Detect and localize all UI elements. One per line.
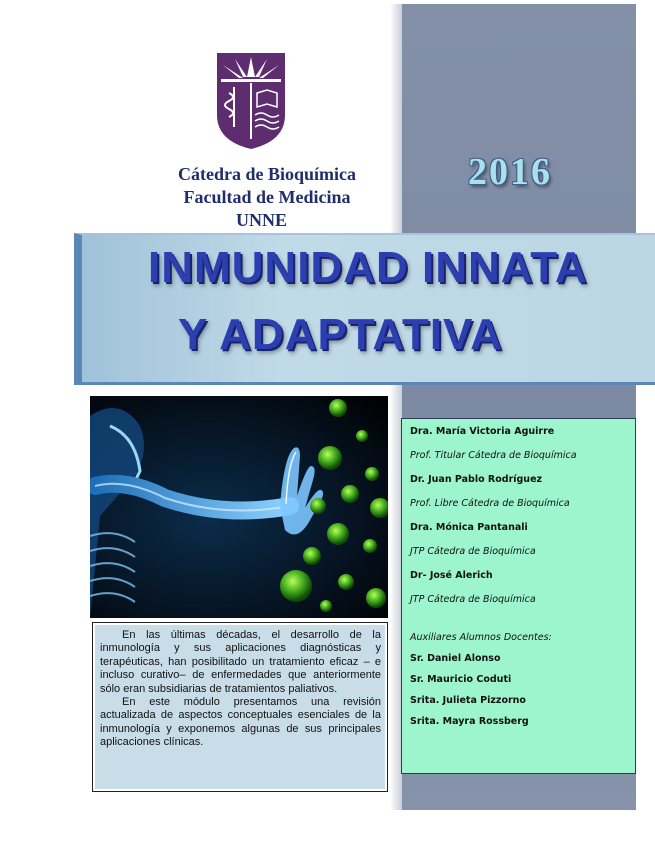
staff-role: JTP Cátedra de Bioquímica bbox=[410, 594, 536, 605]
spacer bbox=[410, 617, 627, 631]
staff-role: JTP Cátedra de Bioquímica bbox=[410, 546, 536, 557]
institution-block bbox=[150, 163, 384, 232]
summary-paragraph-2: En este módulo presentamos una revisión actualizada de aspectos conceptuales esenciales de la inmunología y exponemos algunas de sus principales aplicaciones clínicas. bbox=[100, 696, 381, 749]
auxiliar-name: Sr. Mauricio Coduti bbox=[410, 674, 512, 685]
auxiliar-name: Srita. Julieta Pizzorno bbox=[410, 695, 526, 706]
university-crest-logo bbox=[217, 53, 285, 149]
auxiliares-title: Auxiliares Alumnos Docentes: bbox=[410, 632, 552, 643]
staff-name: Dr- José Alerich bbox=[410, 570, 493, 581]
staff-name: Dr. Juan Pablo Rodríguez bbox=[410, 474, 543, 485]
staff-role: Prof. Libre Cátedra de Bioquímica bbox=[410, 498, 570, 509]
immune-defense-illustration bbox=[90, 396, 388, 618]
staff-box bbox=[401, 418, 636, 774]
title-line-1: INMUNIDAD INNATA bbox=[148, 243, 588, 292]
staff-name: Dra. María Victoria Aguirre bbox=[410, 426, 555, 437]
summary-text bbox=[95, 625, 385, 789]
staff-name: Dra. Mónica Pantanali bbox=[410, 522, 528, 533]
hero-image bbox=[90, 396, 388, 618]
summary-box bbox=[92, 622, 388, 792]
auxiliar-name: Sr. Daniel Alonso bbox=[410, 653, 501, 664]
title-line-2: Y ADAPTATIVA bbox=[178, 310, 503, 359]
institution-line: UNNE bbox=[236, 210, 288, 230]
institution-line: Cátedra de Bioquímica bbox=[178, 164, 356, 184]
auxiliar-name: Srita. Mayra Rossberg bbox=[410, 716, 529, 727]
institution-line: Facultad de Medicina bbox=[183, 187, 351, 207]
summary-paragraph-1: En las últimas décadas, el desarrollo de la inmunología y sus aplicaciones diagnósticas y terapéuticas, han posibilitado un tratamiento eficaz – e incluso curativo– de enfermedades que anteriormente sólo eran subsidiarias de tratamientos paliativos. bbox=[100, 629, 381, 695]
staff-role: Prof. Titular Cátedra de Bioquímica bbox=[410, 450, 577, 461]
year-label: 2016 bbox=[468, 151, 552, 193]
